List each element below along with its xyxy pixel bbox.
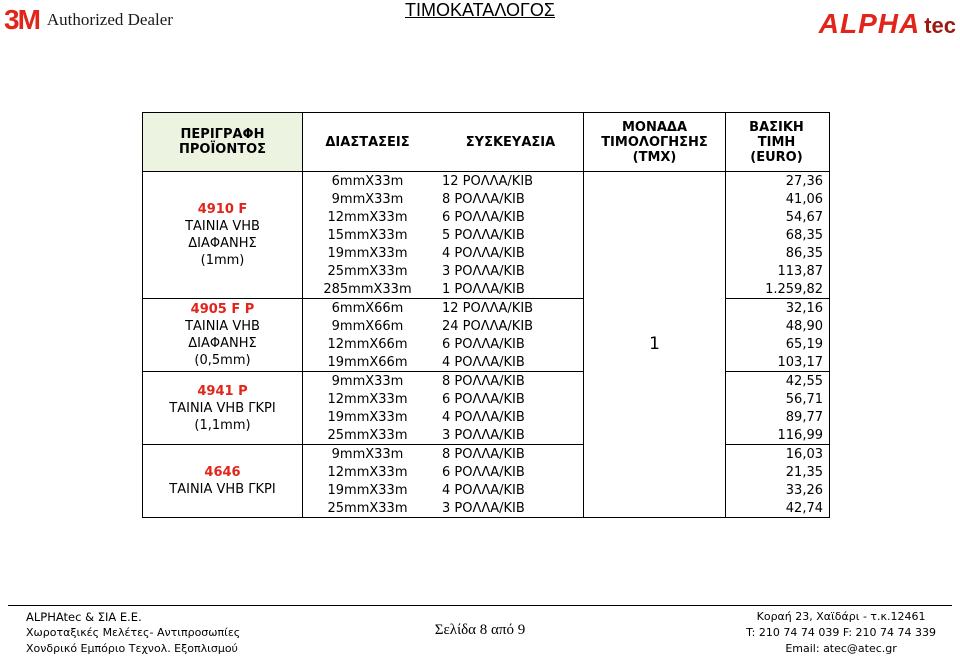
footer-company-line2: Χωροταξικές Μελέτες- Αντιπροσωπίες — [26, 626, 241, 639]
cell-dimensions: 6mmX33m — [331, 173, 404, 189]
cell-unit: 1 — [584, 172, 726, 518]
authorized-dealer-label: Authorized Dealer — [46, 10, 173, 29]
product-description — [143, 299, 303, 372]
cell-packaging: 4 ΡΟΛΛΑ/ΚΙΒ — [442, 409, 525, 425]
product-description-line: (1mm) — [200, 253, 245, 268]
cell-price: 41,06 — [726, 190, 830, 208]
page-title: ΤΙΜΟΚΑΤΑΛΟΓΟΣ — [404, 0, 556, 20]
cell-dimensions: 25mmX33m — [303, 426, 433, 445]
cell-dimensions: 25mmX33m — [327, 263, 408, 279]
cell-packaging: 8 ΡΟΛΛΑ/ΚΙΒ — [442, 191, 525, 207]
cell-dimensions: 19mmX33m — [327, 482, 408, 498]
cell-packaging: 8 ΡΟΛΛΑ/ΚΙΒ — [442, 373, 525, 389]
cell-dimensions: 285mmX33m — [303, 280, 433, 299]
cell-packaging: 6 ΡΟΛΛΑ/ΚΙΒ — [442, 391, 525, 407]
cell-price: 32,16 — [726, 299, 830, 318]
cell-price: 116,99 — [726, 426, 830, 445]
cell-price: 21,35 — [726, 463, 830, 481]
footer-address: Κοραή 23, Χαϊδάρι - τ.κ.12461 — [756, 610, 926, 623]
product-description-line: ΤΑΙΝΙΑ VHB — [185, 319, 260, 334]
page-number: Σελίδα 8 από 9 — [434, 622, 526, 638]
cell-dimensions: 9mmX33m — [331, 373, 404, 389]
cell-packaging: 4 ΡΟΛΛΑ/ΚΙΒ — [442, 482, 525, 498]
cell-dimensions: 19mmX66m — [303, 353, 433, 372]
cell-packaging: 12 ΡΟΛΛΑ/ΚΙΒ — [442, 300, 534, 316]
cell-packaging: 6 ΡΟΛΛΑ/ΚΙΒ — [442, 464, 525, 480]
product-description-line: ΔΙΑΦΑΝΗΣ — [188, 236, 257, 251]
footer-phones: T: 210 74 74 039 F: 210 74 74 339 — [746, 626, 936, 639]
cell-packaging: 6 ΡΟΛΛΑ/ΚΙΒ — [442, 209, 525, 225]
cell-packaging: 1 ΡΟΛΛΑ/ΚΙΒ — [432, 280, 584, 299]
cell-dimensions: 19mmX33m — [327, 409, 408, 425]
logo-alphatec-sub: tec — [924, 13, 956, 38]
cell-dimensions: 12mmX33m — [327, 391, 408, 407]
col-header-unit: ΜΟΝΑΔΑ ΤΙΜΟΛΟΓΗΣΗΣ (ΤΜΧ) — [584, 113, 726, 172]
product-description-line: (1,1mm) — [194, 417, 251, 433]
cell-dimensions: 25mmX33m — [303, 499, 433, 518]
cell-price: 16,03 — [726, 445, 830, 464]
cell-packaging: 24 ΡΟΛΛΑ/ΚΙΒ — [442, 318, 534, 334]
col-header-dimensions: ΔΙΑΣΤΑΣΕΙΣ — [303, 113, 433, 172]
product-description-line: ΔΙΑΦΑΝΗΣ — [188, 336, 257, 351]
cell-packaging: 3 ΡΟΛΛΑ/ΚΙΒ — [432, 499, 584, 518]
product-code: 4941 P — [197, 383, 248, 399]
cell-price: 33,26 — [726, 481, 830, 499]
cell-price: 89,77 — [726, 408, 830, 426]
product-code: 4910 F — [197, 202, 248, 217]
cell-dimensions: 12mmX33m — [327, 209, 408, 225]
footer-divider — [8, 605, 952, 606]
cell-packaging: 8 ΡΟΛΛΑ/ΚΙΒ — [442, 446, 525, 462]
cell-dimensions: 19mmX33m — [327, 245, 408, 261]
logo-alphatec — [819, 8, 956, 38]
cell-price: 68,35 — [726, 226, 830, 244]
footer-contact-info — [746, 609, 936, 657]
cell-dimensions: 15mmX33m — [327, 227, 408, 243]
cell-packaging: 4 ΡΟΛΛΑ/ΚΙΒ — [442, 245, 525, 261]
table-row — [143, 445, 830, 464]
cell-price: 56,71 — [726, 390, 830, 408]
cell-dimensions: 12mmX33m — [327, 464, 408, 480]
table-row — [143, 299, 830, 318]
footer-company-name: ALPHAtec & ΣΙΑ Ε.Ε. — [26, 610, 142, 624]
cell-packaging: 3 ΡΟΛΛΑ/ΚΙΒ — [432, 426, 584, 445]
cell-dimensions: 9mmX66m — [331, 318, 404, 334]
footer-email: Email: atec@atec.gr — [785, 642, 897, 655]
cell-price: 42,55 — [726, 372, 830, 391]
cell-packaging: 3 ΡΟΛΛΑ/ΚΙΒ — [442, 263, 525, 279]
product-description-line: (0,5mm) — [194, 353, 251, 368]
cell-dimensions: 6mmX66m — [331, 300, 404, 316]
cell-packaging: 12 ΡΟΛΛΑ/ΚΙΒ — [442, 173, 534, 189]
cell-packaging: 6 ΡΟΛΛΑ/ΚΙΒ — [442, 336, 525, 352]
cell-packaging: 4 ΡΟΛΛΑ/ΚΙΒ — [432, 353, 584, 372]
cell-dimensions: 12mmX66m — [327, 336, 408, 352]
cell-dimensions: 9mmX33m — [331, 446, 404, 462]
product-description-line: ΤΑΙΝΙΑ VHB ΓΚΡΙ — [169, 482, 276, 497]
product-description — [143, 445, 303, 518]
cell-packaging: 5 ΡΟΛΛΑ/ΚΙΒ — [442, 227, 525, 243]
cell-price: 65,19 — [726, 335, 830, 353]
footer-company-line3: Χονδρικό Εμπόριο Τεχνολ. Εξοπλισμού — [26, 642, 238, 655]
col-header-packaging: ΣΥΣΚΕΥΑΣΙΑ — [432, 113, 584, 172]
cell-dimensions: 9mmX33m — [331, 191, 404, 207]
col-header-description: ΠΕΡΙΓΡΑΦΗ ΠΡΟΪΟΝΤΟΣ — [143, 113, 303, 172]
cell-price: 27,36 — [726, 172, 830, 191]
cell-price: 86,35 — [726, 244, 830, 262]
cell-price: 54,67 — [726, 208, 830, 226]
cell-price: 48,90 — [726, 317, 830, 335]
product-description-line: ΤΑΙΝΙΑ VHB — [185, 219, 260, 234]
product-description — [143, 172, 303, 299]
table-header-row — [143, 113, 830, 172]
cell-price: 103,17 — [726, 353, 830, 372]
product-description — [143, 372, 303, 445]
product-code: 4905 F P — [190, 302, 255, 317]
table-row — [143, 372, 830, 391]
table-row — [143, 172, 830, 191]
cell-price: 1.259,82 — [726, 280, 830, 299]
product-description-line: ΤΑΙΝΙΑ VHB ΓΚΡΙ — [169, 400, 276, 416]
cell-price: 42,74 — [726, 499, 830, 518]
logo-alphatec-main: ALPHA — [818, 8, 921, 39]
table-body — [143, 172, 830, 518]
price-table — [142, 112, 830, 518]
logo-3m-mark: 3M — [4, 4, 39, 35]
product-code: 4646 — [204, 465, 241, 480]
cell-price: 113,87 — [726, 262, 830, 280]
col-header-price: ΒΑΣΙΚΗ ΤΙΜΗ (EURO) — [726, 113, 830, 172]
